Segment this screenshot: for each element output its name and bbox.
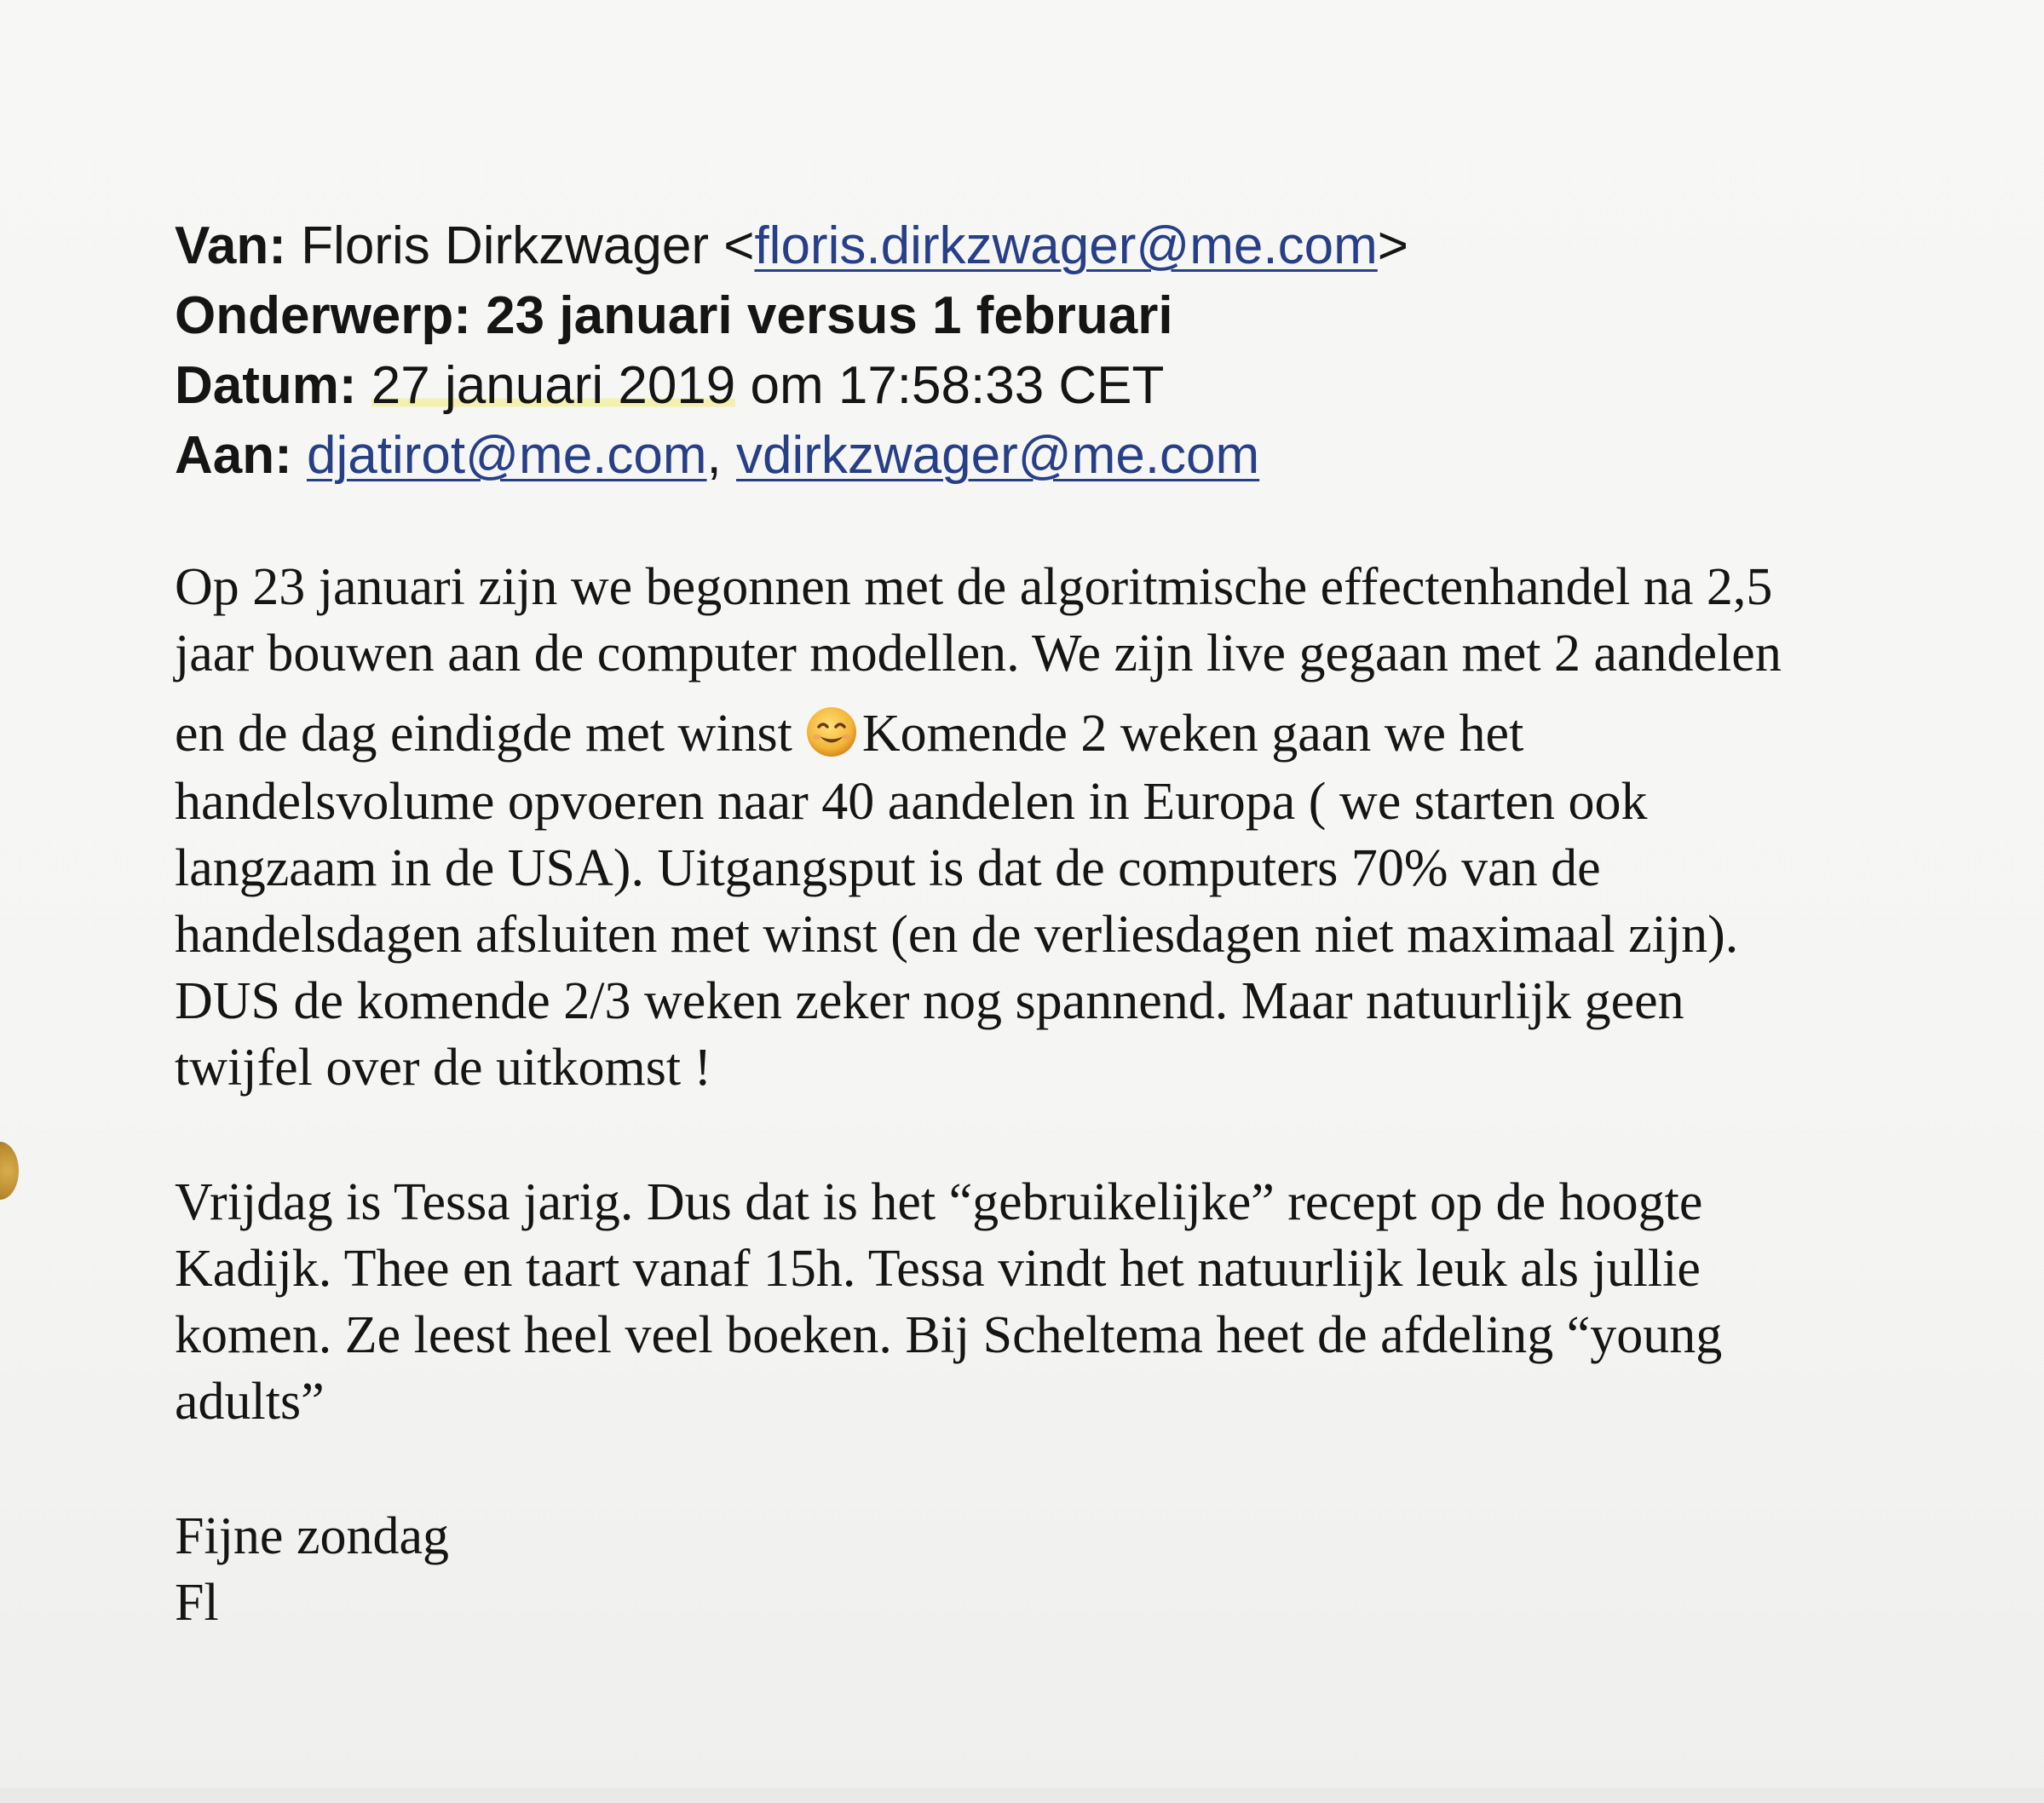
body-line: Kadijk. Thee en taart vanaf 15h. Tessa vindt het natuurlijk leuk als jullie [175,1240,1701,1298]
body-line: Op 23 januari zijn we begonnen met de algoritmische effectenhandel na 2,5 [175,558,1773,616]
body-line: adults” [175,1373,325,1431]
from-email-link[interactable]: floris.dirkzwager@me.com [754,216,1378,275]
date-label: Datum: [175,356,357,415]
paragraph-gap [175,1435,1989,1503]
from-close: > [1377,216,1408,275]
closing-line: Fijne zondag [175,1507,449,1565]
from-label: Van: [175,216,286,275]
to-email-link-1[interactable]: djatirot@me.com [307,426,707,485]
email-header [175,211,1964,491]
paper-bottom-edge [0,1788,2044,1803]
date-highlighted: 27 januari 2019 [371,356,736,415]
body-text-after-emoji: Komende 2 weken gaan we het [861,705,1524,763]
body-line: handelsdagen afsluiten met winst (en de verliesdagen niet maximaal zijn). [175,906,1739,964]
body-line: komen. Ze leest heel veel boeken. Bij Scheltema heet de afdeling “young [175,1306,1723,1364]
body-text-before-emoji: en de dag eindigde met winst [175,705,792,763]
body-line-emoji [175,687,1989,769]
subject-text: 23 januari versus 1 februari [486,286,1173,345]
date-rest: om 17:58:33 CET [735,356,1165,415]
from-line [175,211,1964,281]
to-line [175,421,1964,491]
body-line: handelsvolume opvoeren naar 40 aandelen in Europa ( we starten ook [175,773,1648,831]
to-separator: , [706,426,736,485]
date-line [175,351,1964,421]
subject-label: Onderwerp: [175,286,471,345]
subject-line [175,281,1964,351]
email-body [175,554,1989,1636]
body-line: twijfel over de uitkomst ! [175,1039,712,1097]
signature-line: Fl [175,1574,219,1632]
body-line: jaar bouwen aan de computer modellen. We zijn live gegaan met 2 aandelen [175,625,1782,683]
paragraph-gap [175,1101,1989,1169]
to-email-link-2[interactable]: vdirkzwager@me.com [735,426,1260,485]
body-line: DUS de komende 2/3 weken zeker nog spannend. Maar natuurlijk geen [175,972,1684,1030]
body-line: Vrijdag is Tessa jarig. Dus dat is het “gebruikelijke” recept op de hoogte [175,1173,1703,1231]
smiley-icon [804,695,859,750]
body-line: langzaam in de USA). Uitgangsput is dat de computers 70% van de [175,839,1601,897]
to-label: Aan: [175,426,292,485]
from-name: Floris Dirkzwager < [301,216,755,275]
